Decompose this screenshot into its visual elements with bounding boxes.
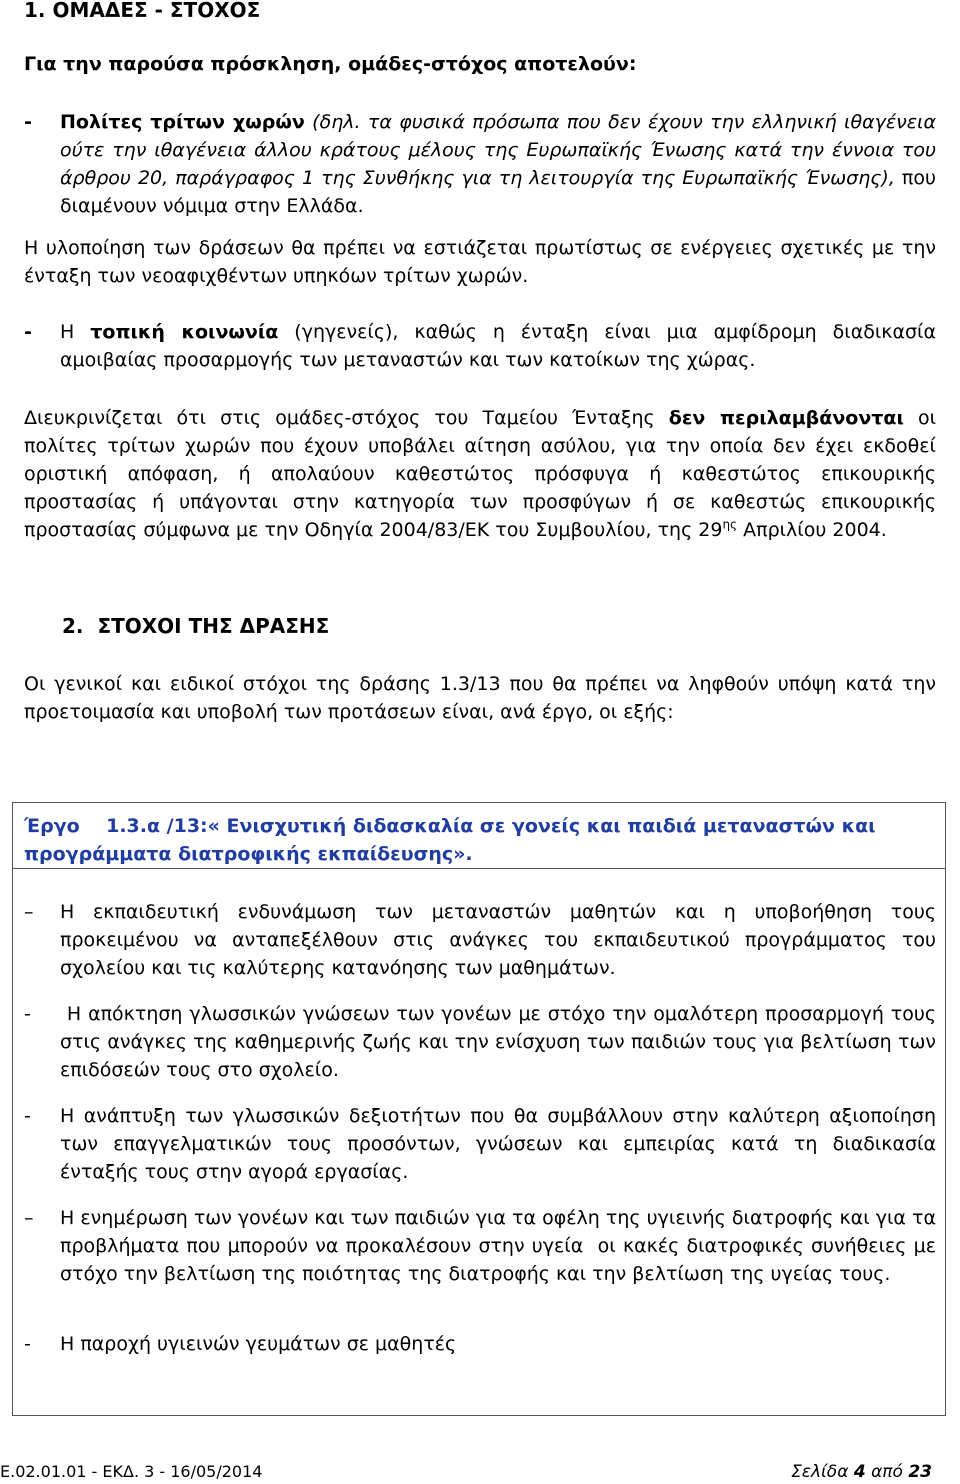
bullet-bold: τοπική κοινωνία [90,321,279,343]
footer-page-total: 23 [908,1462,932,1482]
exclusions-sup: ης [722,517,738,532]
project-title: Έργο 1.3.α /13:« Ενισχυτική διδασκαλία σε γονείς και παιδιά μεταναστών και προγράμματα διατροφικής εκπαίδευσης». [24,815,883,865]
exclusions-end: Απριλίου 2004. [737,519,887,541]
footer-of-word: από [871,1462,903,1482]
footer-page-number [791,1461,932,1483]
bullet-third-country-nationals [24,108,936,220]
goal-dash: – [24,901,34,923]
exclusions-bold: δεν περιλαμβάνονται [668,407,904,429]
goal-dash: - [24,1333,31,1355]
goal-text: Η ανάπτυξη των γλωσσικών δεξιοτήτων που θα συμβάλλουν στην καλύτερη αξιοποίηση των επαγγελματικών τους προσόντων, γνώσεων και εμπειρίας κατά τη διαδικασία ένταξής τους στην αγορά εργασίας. [60,1105,936,1183]
bullet-local-community [24,318,936,374]
footer-doc-code: Ε.02.01.01 - ΕΚΔ. 3 - 16/05/2014 [0,1462,263,1481]
intro-text: Για την παρούσα πρόσκληση, ομάδες-στόχος αποτελούν: [24,53,637,75]
bullet-dash: - [24,321,32,343]
goal-item [24,898,936,982]
goal-item [24,1204,943,1316]
footer-page-current: 4 [853,1462,866,1482]
section-1-heading: 1. ΟΜΑΔΕΣ - ΣΤΟΧΟΣ [24,0,261,22]
bullet-definition: (δηλ. τα φυσικά πρόσωπα που δεν έχουν την ελληνική ιθαγένεια ούτε την ιθαγένεια άλλου κράτους μέλους της Ευρωπαϊκής Ένωσης κατά την έννοια του άρθρου 20, παράγραφος 1 της Συνθήκης για τη λειτουργία της Ευρωπαϊκής Ένωσης), [60,111,936,189]
bullet-pre: Η [60,321,91,343]
section-2-heading [62,612,329,640]
paragraph-exclusions [24,404,936,544]
bullet-lead: Πολίτες τρίτων χωρών [60,111,305,133]
goal-item [24,1102,936,1186]
bullet-rest: που διαμένουν νόμιμα στην Ελλάδα. [60,167,936,217]
paragraph-integration-focus: Η υλοποίηση των δράσεων θα πρέπει να εστιάζεται πρωτίστως σε ενέργειες σχετικές με την ένταξη των νεοαφιχθέντων υπηκόων τρίτων χωρών. [24,237,936,287]
goal-text: Η ενημέρωση των γονέων και των παιδιών για τα οφέλη της υγιεινής διατροφής και για τα προβλήματα που μπορούν να προκαλέσουν στην υγεία οι κακές διατροφικές συνήθειες με στόχο την βελτίωση της ποιότητας της διατροφής και την βελτίωση της υγείας τους. [60,1207,943,1285]
goal-dash: – [24,1207,34,1229]
goal-dash: - [24,1105,31,1127]
project-frame-divider [12,868,946,869]
goal-item [24,1000,943,1084]
goal-text: Η παροχή υγιεινών γευμάτων σε μαθητές [60,1333,457,1355]
bullet-rest: (γηγενείς), καθώς η ένταξη είναι μια αμφίδρομη διαδικασία αμοιβαίας προσαρμογής των μεταναστών και των κατοίκων της χώρας. [60,321,937,371]
goal-text: Η εκπαιδευτική ενδυνάμωση των μεταναστών μαθητών και η υποβοήθηση τους προκειμένου να ανταπεξέλθουν στις ανάγκες του εκπαιδευτικού προγράμματος του σχολείου και τις καλύτερης κατανόησης των μαθημάτων. [60,901,936,979]
goal-dash: - [24,1003,31,1025]
bullet-dash: - [24,111,32,133]
goal-item [24,1330,936,1358]
exclusions-body: οι πολίτες τρίτων χωρών που έχουν υποβάλει αίτηση ασύλου, για την οποία δεν έχει εκδοθεί οριστική απόφαση, ή απολαύουν καθεστώτος πρόσφυγα ή καθεστώτος επικουρικής προστασίας ή υπάγονται στην κατηγορία των προσφύγων ή σε καθεστώς επικουρικής προστασίας σύμφωνα με την Οδηγία 2004/83/ΕΚ του Συμβουλίου, της 29 [24,407,937,541]
footer-page-word: Σελίδα [791,1462,849,1482]
goal-text: Η απόκτηση γλωσσικών γνώσεων των γονέων με στόχο την ομαλότερη προσαρμογή τους στις ανάγκες της καθημερινής ζωής και την ενίσχυση των παιδιών τους για βελτίωση των επιδόσεών τους στο σχολείο. [60,1003,943,1081]
section-2-number: 2. [62,614,84,638]
paragraph-goals-intro: Οι γενικοί και ειδικοί στόχοι της δράσης 1.3/13 που θα πρέπει να ληφθούν υπόψη κατά την προετοιμασία και υποβολή των προτάσεων είναι, ανά έργο, οι εξής: [24,673,936,723]
section-2-title: ΣΤΟΧΟΙ ΤΗΣ ΔΡΑΣΗΣ [97,614,330,638]
exclusions-pre: Διευκρινίζεται ότι στις ομάδες-στόχος του Ταμείου Ένταξης [24,407,669,429]
